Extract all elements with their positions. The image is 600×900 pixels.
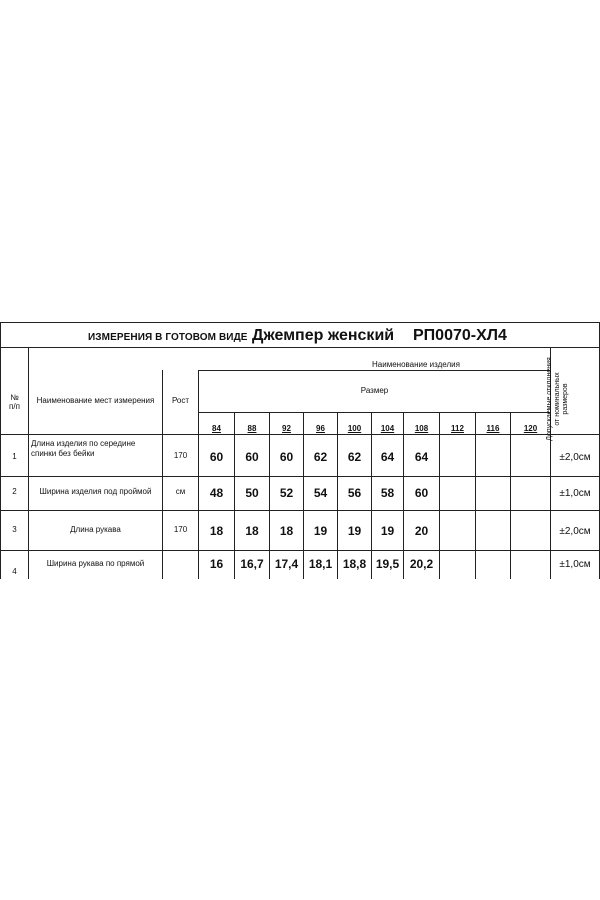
row-height [163,557,198,571]
row-num: 1 [12,452,17,461]
row-num: 3 [12,525,17,534]
row-value: 17,4 [274,557,299,571]
row-name: Ширина изделия под проймой [39,487,152,496]
row-name: Длина изделия по середине спинки без бейки [31,439,136,458]
size-label: 96 [316,423,325,433]
row-value: 18 [209,524,224,538]
row-value: 18,1 [308,557,333,571]
row-value: 60 [209,450,224,464]
row-height: 170 [173,525,188,534]
row-tolerance: ±1,0см [559,487,591,499]
row-tolerance: ±1,0см [559,558,591,570]
row-value: 18 [279,524,294,538]
row-value: 60 [279,450,294,464]
border-size-7 [439,412,440,579]
row-value: 60 [414,486,429,500]
size-label: 108 [414,423,429,433]
height-header: Рост [171,395,190,405]
row-num: 2 [12,487,17,496]
row-value: 64 [380,450,395,464]
row-value: 62 [347,450,362,464]
border-size-9 [510,412,511,579]
border-height-col [198,370,199,579]
row-value: 54 [313,486,328,500]
row-height: 170 [173,451,188,460]
product-title: Джемпер женский [252,327,395,344]
row-value: 20 [414,524,429,538]
size-label: 100 [347,423,362,433]
size-label: 104 [380,423,395,433]
size-header: Размер [360,385,389,395]
row-value: 19,5 [375,557,400,571]
size-label: 120 [523,423,538,433]
row-value: 16 [209,557,224,571]
size-label: 112 [451,423,464,433]
row-tolerance: ±2,0см [559,451,591,463]
row-value: 58 [380,486,395,500]
row-value: 19 [347,524,362,538]
border-size-header [198,412,550,413]
num-header: № п/п [9,393,20,411]
border-product-header [198,370,550,371]
row-name: Длина рукава [70,525,121,534]
product-article: РП0070-ХЛ4 [413,327,507,344]
size-label: 88 [247,423,257,433]
row-value: 64 [414,450,429,464]
size-label: 92 [282,423,291,433]
row-tolerance: ±2,0см [559,525,591,537]
measurements-caption: ИЗМЕРЕНИЯ В ГОТОВОМ ВИДЕ [88,332,248,343]
row-value: 16,7 [240,557,264,571]
row-value: 60 [245,450,259,464]
border-title-bottom [0,347,600,348]
size-label: 84 [212,423,221,433]
row-value: 18,8 [342,557,367,571]
row-value: 19 [313,524,328,538]
row-height: см [175,487,186,496]
product-name-header: Наименование изделия [372,360,460,369]
row-value: 18 [245,524,259,538]
place-header: Наименование мест измерения [36,395,155,405]
row-name: Ширина рукава по прямой [46,559,145,568]
row-value: 19 [380,524,395,538]
row-value: 62 [313,450,328,464]
measurement-sheet [0,322,600,579]
tolerance-header: Допускаемые отклонения от номинальных размеров [546,357,569,441]
row-num: 4 [12,567,17,576]
border-size-8 [475,412,476,579]
row-value: 52 [279,486,294,500]
row-value: 56 [347,486,362,500]
row-value: 50 [245,486,259,500]
size-label: 116 [486,423,500,433]
border-top [0,322,600,323]
row-value: 48 [209,486,224,500]
row-value: 20,2 [409,557,434,571]
